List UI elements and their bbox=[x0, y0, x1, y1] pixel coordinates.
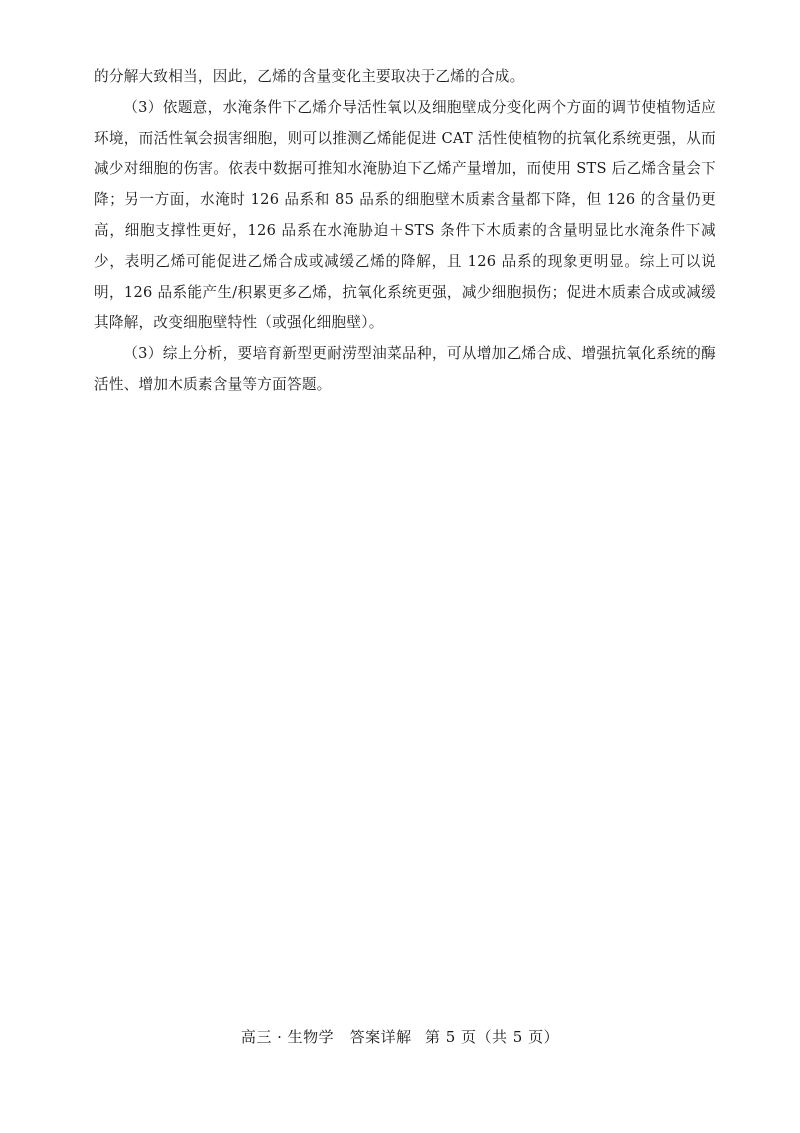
paragraph-answer-3-analysis: （3）依题意，水淹条件下乙烯介导活性氧以及细胞壁成分变化两个方面的调节使植物适应环境，而活性氧会损害细胞，则可以推测乙烯能促进 CAT 活性使植物的抗氧化系统更强，从而减少对细胞的伤害。依表中数据可推知水淹胁迫下乙烯产量增加，而使用 STS 后乙烯含量会下降；另一方面，水淹时 126 品系和 85 品系的细胞壁木质素含量都下降，但 126 的含量仍更高，细胞支撑性更好，126 品系在水淹胁迫＋STS 条件下木质素的含量明显比水淹条件下减少，表明乙烯可能促进乙烯合成或减缓乙烯的降解，且 126 品系的现象更明显。综上可以说明，126 品系能产生/积累更多乙烯，抗氧化系统更强，减少细胞损伤；促进木质素合成或减缓其降解，改变细胞壁特性（或强化细胞壁）。 bbox=[94, 98, 716, 332]
footer-page-number: 第 5 页（共 5 页） bbox=[424, 1028, 560, 1046]
page-footer bbox=[0, 1026, 800, 1047]
footer-title: 高三 · 生物学 答案详解 bbox=[240, 1028, 412, 1046]
paragraph-answer-3-summary: （3）综上分析，要培育新型更耐涝型油菜品种，可从增加乙烯合成、增强抗氧化系统的酶活性、增加木质素含量等方面答题。 bbox=[94, 345, 716, 393]
paragraph-continuation: 的分解大致相当，因此，乙烯的含量变化主要取决于乙烯的合成。 bbox=[94, 68, 525, 85]
answer-text-body bbox=[94, 62, 716, 401]
